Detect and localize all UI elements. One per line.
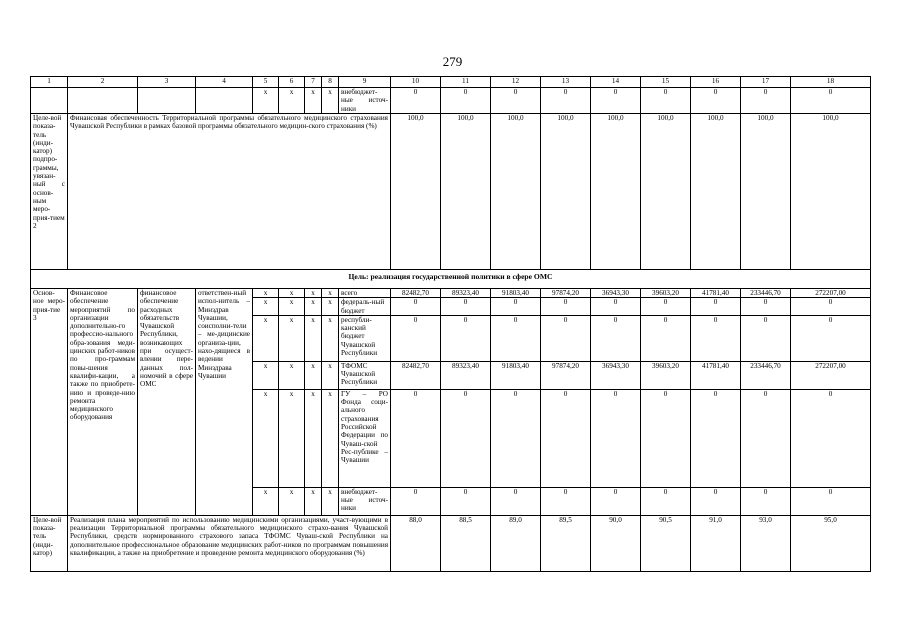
x-mark: x — [279, 389, 305, 487]
value-cell: 0 — [541, 298, 591, 316]
value-cell: 0 — [441, 88, 491, 114]
program-table — [30, 76, 871, 572]
x-mark: x — [279, 315, 305, 361]
value-cell: 0 — [691, 88, 741, 114]
value-cell: 0 — [591, 389, 641, 487]
value-cell: 0 — [641, 389, 691, 487]
table-row — [31, 88, 871, 114]
x-mark: x — [253, 298, 279, 316]
column-header: 1 — [31, 77, 68, 88]
value-cell: 97874,20 — [541, 289, 591, 298]
column-header: 16 — [691, 77, 741, 88]
value-cell: 0 — [741, 389, 791, 487]
value-cell: 100,0 — [641, 114, 691, 270]
value-cell: 233446,70 — [741, 361, 791, 389]
value-cell: 89,5 — [541, 515, 591, 571]
value-cell: 0 — [541, 389, 591, 487]
value-cell: 90,0 — [591, 515, 641, 571]
value-cell: 0 — [691, 389, 741, 487]
value-cell: 100,0 — [491, 114, 541, 270]
value-cell: 0 — [691, 315, 741, 361]
value-cell: 0 — [591, 315, 641, 361]
value-cell: 0 — [791, 315, 871, 361]
source-name: всего — [339, 289, 391, 298]
value-cell: 91,0 — [691, 515, 741, 571]
x-mark: x — [253, 315, 279, 361]
x-mark: x — [253, 487, 279, 515]
value-cell: 41781,40 — [691, 289, 741, 298]
value-cell: 93,0 — [741, 515, 791, 571]
value-cell: 39603,20 — [641, 289, 691, 298]
value-cell: 0 — [491, 298, 541, 316]
header-row — [31, 77, 871, 88]
value-cell: 88,5 — [441, 515, 491, 571]
x-mark: x — [253, 361, 279, 389]
value-cell: 88,0 — [391, 515, 441, 571]
x-mark: x — [279, 298, 305, 316]
value-cell: 0 — [641, 88, 691, 114]
value-cell: 0 — [641, 487, 691, 515]
value-cell: 0 — [491, 487, 541, 515]
value-cell: 91803,40 — [491, 289, 541, 298]
value-cell: 36943,30 — [591, 289, 641, 298]
empty-cell — [68, 88, 138, 114]
x-mark: x — [305, 289, 322, 298]
value-cell: 0 — [741, 315, 791, 361]
value-cell: 0 — [741, 88, 791, 114]
value-cell: 0 — [791, 487, 871, 515]
event-executor: ответствен-ный испол-нитель – Минздрав Чувашии, соисполни-тели – ме-дицинские организа-ции, нахо-дящиеся в ведении Минздрава Чувашии — [196, 289, 253, 516]
x-mark: x — [305, 298, 322, 316]
x-mark: x — [305, 487, 322, 515]
event-outcome: финансовое обеспечение расходных обязательств Чувашской Республики, возникающих при осущест-влении пере-данных пол-номочий в сфере ОМС — [138, 289, 196, 516]
value-cell: 0 — [691, 487, 741, 515]
x-mark: x — [279, 487, 305, 515]
column-header: 13 — [541, 77, 591, 88]
column-header: 15 — [641, 77, 691, 88]
value-cell: 0 — [591, 298, 641, 316]
x-mark: x — [305, 361, 322, 389]
indicator-label: Целе-вой показа-тель (инди-катор) — [31, 515, 68, 571]
x-mark: x — [322, 361, 339, 389]
column-header: 12 — [491, 77, 541, 88]
value-cell: 41781,40 — [691, 361, 741, 389]
value-cell: 0 — [391, 298, 441, 316]
value-cell: 0 — [491, 315, 541, 361]
value-cell: 0 — [441, 487, 491, 515]
column-header: 3 — [138, 77, 196, 88]
value-cell: 91803,40 — [491, 361, 541, 389]
x-mark: x — [279, 88, 305, 114]
value-cell: 0 — [641, 298, 691, 316]
x-mark: x — [322, 389, 339, 487]
column-header: 14 — [591, 77, 641, 88]
indicator-text: Финансовая обеспеченность Территориальной программы обязательного медицинского страхования Чувашской Республики в рамках базовой программы обязательного медицин-ского страхования (%) — [68, 114, 391, 270]
x-mark: x — [322, 298, 339, 316]
indicator-text: Реализация плана мероприятий по использованию медицинскими организациями, участ-вующими в реализации Территориальной программы обязательного медицинского страхо-вания Чувашской Республики, средств нормированного страхового запаса ТФОМС Чуваш-ской Республики на дополнительное профессиональное образование медицинских работ-ников по программам повышения квалификации, а также на приобретение и проведение ремонта медицинского оборудования (%) — [68, 515, 391, 571]
x-mark: x — [253, 389, 279, 487]
x-mark: x — [253, 88, 279, 114]
column-header: 2 — [68, 77, 138, 88]
value-cell: 0 — [541, 315, 591, 361]
column-header: 6 — [279, 77, 305, 88]
value-cell: 100,0 — [741, 114, 791, 270]
event-name: Финансовое обеспечение мероприятий по организации дополнительно-го профессио-нального обра-зования меди-цинских работ-ников по про-граммам повы-шения квалифи-кации, а также по приобрете-нию и проведе-нию ремонта медицинского оборудования — [68, 289, 138, 516]
value-cell: 272207,00 — [791, 289, 871, 298]
source-name: внебюджет-ные источ-ники — [339, 88, 391, 114]
value-cell: 0 — [791, 389, 871, 487]
value-cell: 100,0 — [441, 114, 491, 270]
value-cell: 100,0 — [591, 114, 641, 270]
column-header: 18 — [791, 77, 871, 88]
column-header: 5 — [253, 77, 279, 88]
value-cell: 89323,40 — [441, 361, 491, 389]
column-header: 10 — [391, 77, 441, 88]
empty-cell — [196, 88, 253, 114]
value-cell: 39603,20 — [641, 361, 691, 389]
goal-heading: Цель: реализация государственной политики в сфере ОМС — [31, 270, 871, 289]
x-mark: x — [305, 88, 322, 114]
column-header: 9 — [339, 77, 391, 88]
column-header: 11 — [441, 77, 491, 88]
value-cell: 0 — [591, 487, 641, 515]
value-cell: 0 — [441, 389, 491, 487]
source-name: республи-канский бюджет Чувашской Республики — [339, 315, 391, 361]
empty-cell — [31, 88, 68, 114]
x-mark: x — [253, 289, 279, 298]
value-cell: 0 — [541, 487, 591, 515]
value-cell: 82482,70 — [391, 361, 441, 389]
value-cell: 233446,70 — [741, 289, 791, 298]
value-cell: 0 — [491, 88, 541, 114]
value-cell: 0 — [741, 298, 791, 316]
value-cell: 97874,20 — [541, 361, 591, 389]
x-mark: x — [305, 389, 322, 487]
goal-row — [31, 270, 871, 289]
value-cell: 0 — [791, 88, 871, 114]
value-cell: 0 — [441, 298, 491, 316]
value-cell: 0 — [641, 315, 691, 361]
x-mark: x — [305, 315, 322, 361]
table-row — [31, 114, 871, 270]
event-label: Основ-ное меро-прия-тие 3 — [31, 289, 68, 516]
value-cell: 0 — [691, 298, 741, 316]
value-cell: 0 — [391, 389, 441, 487]
x-mark: x — [322, 289, 339, 298]
source-name: внебюджет-ные источ-ники — [339, 487, 391, 515]
value-cell: 0 — [391, 315, 441, 361]
x-mark: x — [279, 361, 305, 389]
source-name: ГУ – РО Фонда соци-ального страхования Российской Федерации по Чуваш-ской Рес-публике – Чувашии — [339, 389, 391, 487]
indicator-label: Целе-вой показа-тель (инди-катор) подпро-граммы, увязан-ный с основ-ным меро-прия-тием 2 — [31, 114, 68, 270]
source-name: федераль-ный бюджет — [339, 298, 391, 316]
value-cell: 100,0 — [391, 114, 441, 270]
x-mark: x — [279, 289, 305, 298]
value-cell: 100,0 — [541, 114, 591, 270]
value-cell: 36943,30 — [591, 361, 641, 389]
value-cell: 0 — [741, 487, 791, 515]
value-cell: 0 — [541, 88, 591, 114]
value-cell: 90,5 — [641, 515, 691, 571]
value-cell: 0 — [591, 88, 641, 114]
column-header: 8 — [322, 77, 339, 88]
column-header: 17 — [741, 77, 791, 88]
value-cell: 0 — [391, 88, 441, 114]
value-cell: 95,0 — [791, 515, 871, 571]
value-cell: 0 — [791, 298, 871, 316]
x-mark: x — [322, 315, 339, 361]
value-cell: 100,0 — [691, 114, 741, 270]
x-mark: x — [322, 88, 339, 114]
x-mark: x — [322, 487, 339, 515]
value-cell: 82482,70 — [391, 289, 441, 298]
value-cell: 89,0 — [491, 515, 541, 571]
value-cell: 100,0 — [791, 114, 871, 270]
column-header: 4 — [196, 77, 253, 88]
source-name: ТФОМС Чувашской Республики — [339, 361, 391, 389]
value-cell: 0 — [441, 315, 491, 361]
table-row — [31, 515, 871, 571]
value-cell: 0 — [491, 389, 541, 487]
page-number: 279 — [442, 54, 463, 69]
empty-cell — [138, 88, 196, 114]
value-cell: 89323,40 — [441, 289, 491, 298]
value-cell: 272207,00 — [791, 361, 871, 389]
table-row — [31, 289, 871, 298]
column-header: 7 — [305, 77, 322, 88]
value-cell: 0 — [391, 487, 441, 515]
